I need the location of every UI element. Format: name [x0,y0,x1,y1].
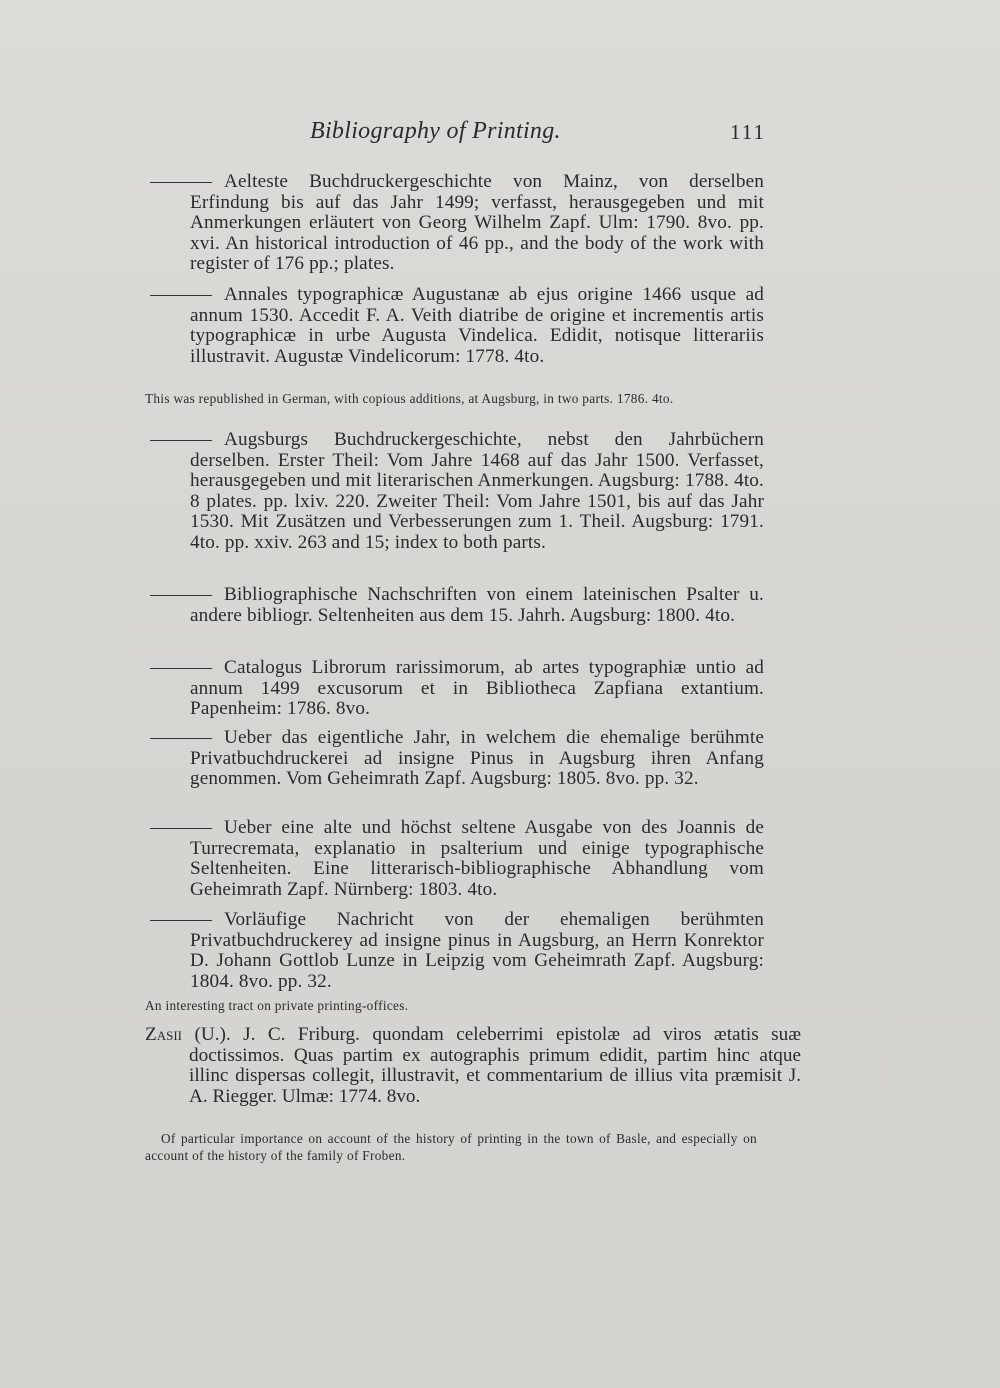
entry-text: Ueber das eigentliche Jahr, in welchem die ehemalige berühmte Privatbuchdruckerei ad insigne Pinus in Augsburg ihren Anfang genommen. Vom Geheimrath Zapf. Augsburg: 1805. 8vo. pp. 32. [190,727,764,789]
bibliography-entry [190,910,764,992]
ditto-dash [150,182,212,183]
ditto-dash [150,738,212,739]
bibliography-entry [190,728,764,790]
bibliography-entry [190,818,764,900]
bibliography-entry [190,585,764,626]
entry-note: An interesting tract on private printing-offices. [145,998,409,1013]
entry-text: (U.). J. C. Friburg. quondam celeberrimi epistolæ ad viros ætatis suæ doctissimos. Quas partim ex autographis primum edidit, partim hinc atque illinc dispersas collegit, illustravit, et commentarium de illius vita præmisit J. A. Riegger. Ulmæ: 1774. 8vo. [182,1024,801,1107]
ditto-dash [150,828,212,829]
page-number: 111 [730,120,766,144]
running-title: Bibliography of Printing. [310,118,561,144]
entry-note: Of particular importance on account of the history of printing in the town of Basle, and especially on account of the history of the family of Froben. [145,1131,757,1163]
author-name: Zasii [145,1024,182,1045]
bibliography-entry [190,285,764,367]
ditto-dash [150,440,212,441]
entry-text: Vorläufige Nachricht von der ehemaligen berühmten Privatbuchdruckerey ad insigne pinus in Augsburg, an Herrn Konrektor D. Johann Gottlob Lunze in Leipzig vom Geheimrath Zapf. Augsburg: 1804. 8vo. pp. 32. [190,909,764,992]
ditto-dash [150,295,212,296]
entry-text: Aelteste Buchdruckergeschichte von Mainz, von derselben Erfindung bis auf das Jahr 1499; verfasst, herausgegeben und mit Anmerkungen erläutert von Georg Wilhelm Zapf. Ulm: 1790. 8vo. pp. xvi. An historical introduction of 46 pp., and the body of the work with register of 176 pp.; plates. [190,171,764,274]
ditto-dash [150,668,212,669]
ditto-dash [150,595,212,596]
bibliography-entry [190,658,764,720]
entry-note: This was republished in German, with copious additions, at Augsburg, in two parts. 1786. 4to. [145,391,674,406]
bibliography-entry [190,172,764,275]
entry-text: Augsburgs Buchdruckergeschichte, nebst den Jahrbüchern derselben. Erster Theil: Vom Jahre 1468 auf das Jahr 1500. Verfasset, herausgegeben und mit literarischen Anmerkungen. Augsburg: 1788. 4to. 8 plates. pp. lxiv. 220. Zweiter Theil: Vom Jahre 1501, bis auf das Jahr 1530. Mit Zusätzen und Verbesserungen zum 1. Theil. Augsburg: 1791. 4to. pp. xxiv. 263 and 15; index to both parts. [190,429,764,553]
bibliography-entry [190,430,764,553]
ditto-dash [150,920,212,921]
page-header [0,118,1000,150]
entry-text: Ueber eine alte und höchst seltene Ausgabe von des Joannis de Turrecremata, explanatio in psalterium und einige typographische Seltenheiten. Eine litterarisch-bibliographische Abhandlung vom Geheimrath Zapf. Nürnberg: 1803. 4to. [190,817,764,900]
entry-text: Bibliographische Nachschriften von einem lateinischen Psalter u. andere bibliogr. Seltenheiten aus dem 15. Jahrh. Augsburg: 1800. 4to. [190,584,764,626]
zasii-entry [145,1025,801,1107]
entry-text: Catalogus Librorum rarissimorum, ab artes typographiæ untio ad annum 1499 excusorum et in Bibliotheca Zapfiana extantium. Papenheim: 1786. 8vo. [190,657,764,719]
entry-text: Annales typographicæ Augustanæ ab ejus origine 1466 usque ad annum 1530. Accedit F. A. Veith diatribe de origine et incrementis artis typographicæ in urbe Augusta Vindelica. Edidit, notisque litterariis illustravit. Augustæ Vindelicorum: 1778. 4to. [190,284,764,367]
